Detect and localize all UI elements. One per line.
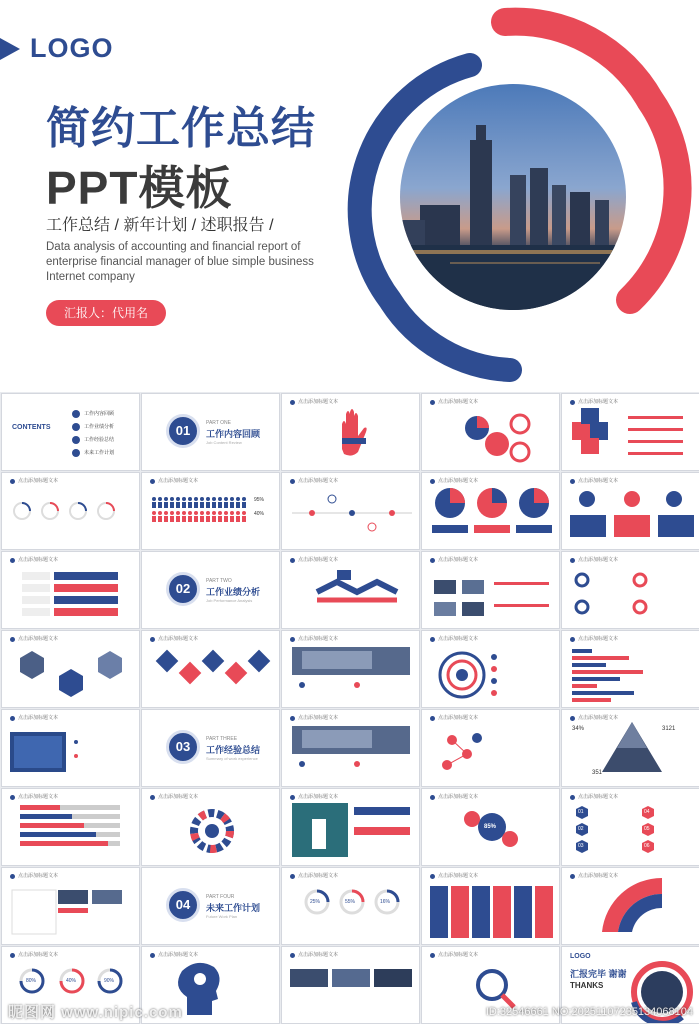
title-dot-icon (430, 795, 435, 800)
title-dot-icon (10, 795, 15, 800)
slide-thumbnail (141, 709, 280, 787)
ring-value: 40% (66, 978, 77, 984)
list-number: 04 (644, 809, 650, 815)
title-dot-icon (290, 400, 295, 405)
title-dot-icon (430, 874, 435, 879)
slide-thumbnail (1, 472, 140, 550)
gear-value: 85% (484, 824, 497, 830)
hero-english-desc: Data analysis of accounting and financial report of enterprise financial manager of blue simple business Internet company (46, 241, 314, 283)
title-dot-icon (290, 874, 295, 879)
ring-value: 55% (345, 899, 356, 905)
title-dot-icon (430, 400, 435, 405)
slide-placeholder-title: 点击添加标题文本 (298, 478, 339, 484)
slide-thumbnail (1, 709, 140, 787)
slide-placeholder-title: 点击添加标题文本 (578, 557, 619, 563)
slide-thumbnail (421, 472, 560, 550)
list-number: 01 (578, 809, 584, 815)
hero-title: 简约工作总结 (46, 104, 316, 153)
title-dot-icon (290, 637, 295, 642)
watermark-site: 昵图网 www.nipic.com (8, 1004, 183, 1021)
title-dot-icon (430, 716, 435, 721)
title-dot-icon (570, 795, 575, 800)
slide-placeholder-title: 点击添加标题文本 (438, 794, 479, 800)
slide-thumbnail (141, 393, 280, 471)
slide-placeholder-title: 点击添加标题文本 (298, 873, 339, 879)
slide-placeholder-title: 点击添加标题文本 (158, 952, 199, 958)
contents-item: 工作内容回顾 (84, 411, 115, 417)
slide-thumbnail (561, 551, 699, 629)
section-number: 03 (166, 730, 200, 764)
slide-thumbnail (1, 630, 140, 708)
contents-item-dot (72, 449, 80, 457)
slide-placeholder-title: 点击添加标题文本 (578, 478, 619, 484)
title-dot-icon (10, 716, 15, 721)
slide-placeholder-title: 点击添加标题文本 (18, 636, 59, 642)
slide-placeholder-title: 点击添加标题文本 (298, 636, 339, 642)
reporter-badge: 汇报人：代用名 (46, 300, 166, 326)
title-dot-icon (10, 479, 15, 484)
slide-placeholder-title: 点击添加标题文本 (578, 715, 619, 721)
title-dot-icon (150, 637, 155, 642)
hero-title-2: PPT模板 (46, 162, 233, 214)
title-dot-icon (570, 479, 575, 484)
slide-thumbnail (281, 472, 420, 550)
slide-thumbnail (141, 551, 280, 629)
slide-placeholder-title: 点击添加标题文本 (438, 715, 479, 721)
city-circle-image (330, 0, 699, 392)
section-part: PART THREE (206, 736, 238, 742)
slide-placeholder-title: 点击添加标题文本 (438, 557, 479, 563)
title-dot-icon (150, 795, 155, 800)
slide-placeholder-title: 点击添加标题文本 (158, 794, 199, 800)
title-dot-icon (10, 637, 15, 642)
slide-placeholder-title: 点击添加标题文本 (438, 873, 479, 879)
section-number: 02 (166, 572, 200, 606)
slide-thumbnail (141, 788, 280, 866)
contents-item-dot (72, 423, 80, 431)
slide-thumbnail (1, 393, 140, 471)
slide-thumbnail (421, 630, 560, 708)
slide-thumbnail (561, 709, 699, 787)
slide-thumbnail (281, 630, 420, 708)
slide-thumbnail (421, 551, 560, 629)
contents-item-dot (72, 410, 80, 418)
section-subtitle: Job Performance Analysis (206, 598, 253, 603)
title-dot-icon (430, 953, 435, 958)
slide-thumbnail (141, 472, 280, 550)
slide-thumbnail (561, 867, 699, 945)
slide-placeholder-title: 点击添加标题文本 (438, 399, 479, 405)
title-dot-icon (430, 637, 435, 642)
section-title: 工作经验总结 (206, 745, 261, 755)
title-dot-icon (10, 874, 15, 879)
contents-item: 工作业绩分析 (84, 424, 115, 430)
slide-thumbnail (141, 867, 280, 945)
slide-placeholder-title: 点击添加标题文本 (578, 636, 619, 642)
slide-thumbnail (281, 788, 420, 866)
triangle-number: 34% (572, 726, 585, 732)
title-dot-icon (570, 637, 575, 642)
logo-triangle-icon (0, 38, 20, 60)
slide-placeholder-title: 点击添加标题文本 (18, 557, 59, 563)
title-dot-icon (10, 558, 15, 563)
title-dot-icon (570, 716, 575, 721)
list-number: 05 (644, 826, 650, 832)
section-subtitle: Job Content Review (206, 440, 242, 445)
ring-value: 90% (104, 978, 115, 984)
watermark-id: ID:32546661 NO:20251107235134068104 (485, 1006, 693, 1018)
contents-item: 未来工作计划 (84, 450, 115, 456)
slide-placeholder-title: 点击添加标题文本 (298, 557, 339, 563)
title-dot-icon (10, 953, 15, 958)
title-dot-icon (430, 558, 435, 563)
ring-value: 80% (26, 978, 37, 984)
section-part: PART TWO (206, 578, 232, 584)
title-dot-icon (150, 479, 155, 484)
slide-placeholder-title: 点击添加标题文本 (158, 478, 199, 484)
section-title: 未来工作计划 (206, 903, 261, 913)
slide-thumbnail (281, 867, 420, 945)
section-title: 工作业绩分析 (206, 587, 261, 597)
slide-placeholder-title: 点击添加标题文本 (18, 952, 59, 958)
hero-subtitle: 工作总结 / 新年计划 / 述职报告 / (46, 217, 274, 234)
slide-placeholder-title: 点击添加标题文本 (578, 873, 619, 879)
slide-thumbnail-grid (0, 392, 699, 1024)
title-dot-icon (570, 558, 575, 563)
slide-placeholder-title: 点击添加标题文本 (298, 715, 339, 721)
contents-item-dot (72, 436, 80, 444)
slide-thumbnail (1, 867, 140, 945)
list-number: 06 (644, 843, 650, 849)
contents-title: CONTENTS (12, 424, 51, 431)
slide-placeholder-title: 点击添加标题文本 (298, 399, 339, 405)
people-stat: 40% (254, 511, 265, 517)
slide-placeholder-title: 点击添加标题文本 (578, 794, 619, 800)
slide-thumbnail (141, 630, 280, 708)
slide-thumbnail (1, 788, 140, 866)
slide-placeholder-title: 点击添加标题文本 (578, 399, 619, 405)
slide-thumbnail (281, 393, 420, 471)
slide-placeholder-title: 点击添加标题文本 (438, 636, 479, 642)
title-dot-icon (290, 795, 295, 800)
ring-value: 25% (310, 899, 321, 905)
ending-thanks: THANKS (570, 981, 604, 990)
slide-thumbnail (421, 788, 560, 866)
logo: LOGO (30, 33, 114, 63)
slide-thumbnail (421, 867, 560, 945)
people-stat: 95% (254, 497, 265, 503)
triangle-number: 351 (592, 770, 603, 776)
slide-thumbnail (561, 630, 699, 708)
section-number: 01 (166, 414, 200, 448)
ending-title: 汇报完毕 谢谢 (570, 969, 627, 979)
slide-thumbnail (561, 472, 699, 550)
title-dot-icon (290, 558, 295, 563)
slide-placeholder-title: 点击添加标题文本 (438, 952, 479, 958)
triangle-number: 3121 (662, 726, 676, 732)
slide-thumbnail (421, 393, 560, 471)
title-dot-icon (430, 479, 435, 484)
section-subtitle: Summary of work experience (206, 756, 258, 761)
section-part: PART ONE (206, 420, 232, 426)
ending-logo: LOGO (570, 953, 591, 960)
slide-placeholder-title: 点击添加标题文本 (18, 873, 59, 879)
slide-placeholder-title: 点击添加标题文本 (298, 952, 339, 958)
slide-placeholder-title: 点击添加标题文本 (298, 794, 339, 800)
hero-slide (0, 0, 699, 392)
slide-thumbnail (1, 551, 140, 629)
section-title: 工作内容回顾 (206, 429, 261, 439)
slide-placeholder-title: 点击添加标题文本 (18, 715, 59, 721)
list-number: 02 (578, 826, 584, 832)
slide-placeholder-title: 点击添加标题文本 (18, 794, 59, 800)
slide-placeholder-title: 点击添加标题文本 (158, 636, 199, 642)
title-dot-icon (290, 716, 295, 721)
title-dot-icon (150, 953, 155, 958)
title-dot-icon (290, 479, 295, 484)
slide-thumbnail (561, 788, 699, 866)
section-subtitle: Future Work Plan (206, 914, 238, 919)
section-number: 04 (166, 888, 200, 922)
slide-placeholder-title: 点击添加标题文本 (438, 478, 479, 484)
title-dot-icon (570, 400, 575, 405)
slide-placeholder-title: 点击添加标题文本 (18, 478, 59, 484)
contents-item: 工作经验总结 (84, 437, 115, 443)
slide-thumbnail (281, 946, 420, 1024)
slide-thumbnail (561, 393, 699, 471)
section-part: PART FOUR (206, 894, 235, 900)
slide-thumbnail (421, 709, 560, 787)
slide-thumbnail (281, 709, 420, 787)
list-number: 03 (578, 843, 584, 849)
ring-value: 16% (380, 899, 391, 905)
slide-thumbnail (281, 551, 420, 629)
title-dot-icon (570, 874, 575, 879)
title-dot-icon (290, 953, 295, 958)
